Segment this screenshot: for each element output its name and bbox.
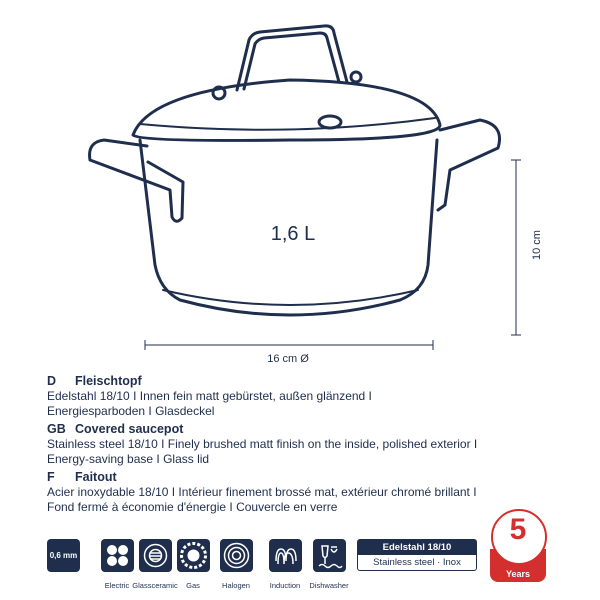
product-description	[47, 373, 577, 517]
description-line: Stainless steel 18/10 I Finely brushed matt finish on the inside, polished exterior I	[47, 437, 478, 451]
section-de	[47, 373, 577, 419]
electric-label: Electric	[104, 581, 130, 590]
halogen-label: Halogen	[222, 581, 250, 590]
volume-label: 1,6 L	[270, 223, 316, 245]
thickness-label: 0,6 mm	[49, 551, 78, 560]
section-heading	[47, 421, 577, 437]
induction-hob-icon	[269, 539, 302, 572]
section-title: Fleischtopf	[75, 374, 142, 388]
section-gb	[47, 421, 577, 467]
thickness-icon	[47, 539, 80, 572]
gas-label: Gas	[186, 581, 200, 590]
gas-hob-icon	[177, 539, 210, 572]
description-line: Acier inoxydable 18/10 I Intérieur finement brossé mat, extérieur chromé brillant I	[47, 485, 477, 499]
language-code: D	[47, 374, 57, 388]
material-badge	[357, 539, 477, 572]
lid	[133, 80, 440, 140]
height-label: 10 cm	[531, 230, 543, 260]
section-heading	[47, 373, 577, 389]
halogen-hob-icon	[220, 539, 253, 572]
lid-knob	[319, 116, 341, 128]
diameter-label: 16 cm Ø	[267, 353, 309, 365]
guarantee-badge	[490, 509, 546, 590]
glassceramic-hob-icon	[139, 539, 172, 572]
electric-hob-icon	[101, 539, 134, 572]
section-title: Faitout	[75, 470, 117, 484]
material-bottom-label: Stainless steel · Inox	[357, 555, 477, 571]
dishwasher-icon	[313, 539, 346, 572]
description-line: Fond fermé à économie d'énergie I Couvercle en verre	[47, 500, 338, 514]
section-title: Covered saucepot	[75, 422, 184, 436]
guarantee-label: Guarantee	[497, 580, 539, 590]
left-handle	[90, 140, 183, 221]
induction-label: Induction	[269, 581, 301, 590]
guarantee-years: Years	[505, 569, 531, 579]
dishwasher-label: Dishwasher	[309, 581, 349, 590]
right-handle	[438, 120, 500, 210]
description-line: Energy-saving base I Glass lid	[47, 452, 210, 466]
section-heading	[47, 469, 577, 485]
glassceramic-label: Glassceramic	[132, 581, 178, 590]
description-line: Edelstahl 18/10 I Innen fein matt gebürstet, außen glänzend I	[47, 389, 372, 403]
guarantee-number: 5	[509, 513, 527, 546]
description-line: Energiesparboden I Glasdeckel	[47, 404, 215, 418]
language-code: F	[47, 470, 55, 484]
material-top-label: Edelstahl 18/10	[357, 539, 477, 555]
language-code: GB	[47, 422, 66, 436]
